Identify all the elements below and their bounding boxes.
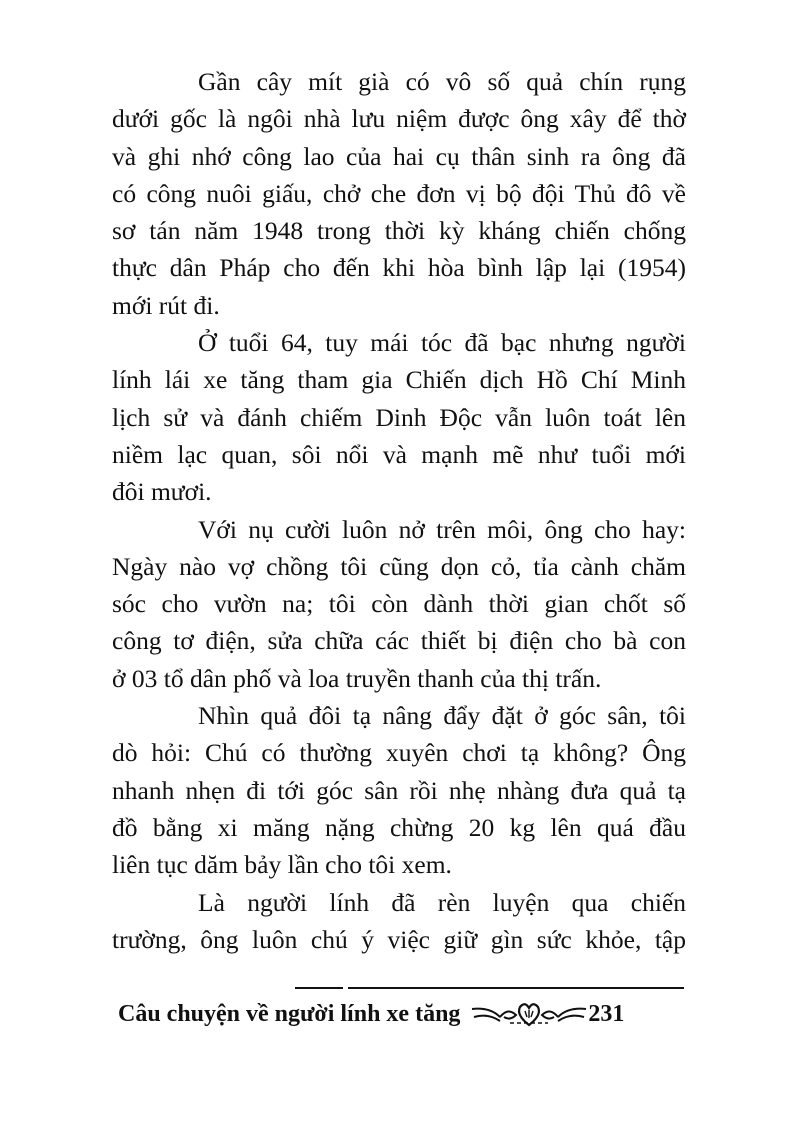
text-line: Với nụ cười luôn nở trên môi, ông cho hay: — [198, 514, 686, 544]
text-line: Gần cây mít già có vô số quả chín rụng — [198, 67, 686, 96]
footer-rule — [348, 987, 684, 989]
text-line: ở 03 tổ dân phố và loa truyền thanh của thị trấn. — [112, 663, 602, 693]
footer-rule — [295, 987, 343, 989]
text-line: Là người lính đã rèn luyện qua chiến — [198, 887, 686, 917]
text-line: mới rút đi. — [112, 290, 220, 320]
text-line: Nhìn quả đôi tạ nâng đẩy đặt ở góc sân, tôi — [198, 701, 686, 731]
text-line: dò hỏi: Chú có thường xuyên chơi tạ không? Ông — [112, 738, 686, 768]
text-line: đôi mươi. — [112, 477, 212, 507]
text-line: công tơ điện, sửa chữa các thiết bị điện cho bà con — [112, 626, 686, 656]
text-line: lính lái xe tăng tham gia Chiến dịch Hồ Chí Minh — [112, 365, 686, 395]
text-line: trường, ông luôn chú ý việc giữ gìn sức khỏe, tập — [112, 924, 686, 954]
book-title: Câu chuyện về người lính xe tăng — [118, 1000, 461, 1027]
text-line: sơ tán năm 1948 trong thời kỳ kháng chiến chống — [112, 216, 686, 246]
text-line: và ghi nhớ công lao của hai cụ thân sinh ra ông đã — [112, 141, 686, 171]
running-footer — [118, 996, 684, 1032]
text-line: sóc cho vườn na; tôi còn dành thời gian chốt số — [112, 589, 686, 619]
text-line: dưới gốc là ngôi nhà lưu niệm được ông xây để thờ — [112, 104, 686, 134]
text-line: thực dân Pháp cho đến khi hòa bình lập lại (1954) — [112, 253, 686, 283]
text-line: Ở tuổi 64, tuy mái tóc đã bạc nhưng người — [198, 328, 686, 358]
text-line: Ngày nào vợ chồng tôi cũng dọn cỏ, tỉa cành chăm — [112, 551, 686, 581]
text-line: đồ bằng xi măng nặng chừng 20 kg lên quá đầu — [112, 812, 686, 842]
body-text — [112, 63, 686, 958]
text-line: liên tục dăm bảy lần cho tôi xem. — [112, 850, 452, 880]
ornament-icon — [470, 999, 588, 1029]
text-line: lịch sử và đánh chiếm Dinh Độc vẫn luôn toát lên — [112, 402, 686, 432]
page-number: 231 — [588, 1000, 625, 1027]
text-line: có công nuôi giấu, chở che đơn vị bộ đội Thủ đô về — [112, 178, 686, 208]
text-line: nhanh nhẹn đi tới góc sân rồi nhẹ nhàng đưa quả tạ — [112, 775, 686, 805]
text-line: niềm lạc quan, sôi nổi và mạnh mẽ như tuổi mới — [112, 439, 686, 469]
